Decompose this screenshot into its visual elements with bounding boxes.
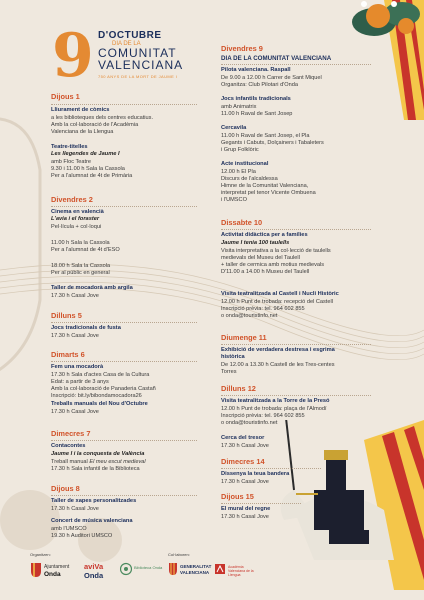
- day-heading: Dijous 8: [51, 484, 80, 493]
- event-detail: De 9.00 a 12.00 h Carrer de Sant Miquel: [221, 75, 322, 81]
- event-detail: Per al públic en general: [51, 270, 110, 276]
- dotted-divider: [221, 229, 371, 230]
- dotted-divider: [221, 468, 321, 469]
- logo-text: Acadèmia Valenciana de la Llengua: [228, 565, 254, 577]
- event-detail: Amb la col·laboració de Panaderia Castañ: [51, 386, 156, 392]
- logo-text: Ajuntament: [44, 564, 70, 570]
- dotted-divider: [221, 503, 301, 504]
- event-detail: 11.00 h Raval de Sant Josep, el Pla: [221, 133, 310, 139]
- day-heading: Dimecres 7: [51, 429, 91, 438]
- event-show-title: L'avia i el foraster: [51, 216, 100, 222]
- dotted-divider: [51, 206, 197, 207]
- event-detail: Gegants i Cabuts, Dolçainers i Tabaleters: [221, 140, 324, 146]
- event-detail: 18.00 h Sala la Cassola: [51, 263, 111, 269]
- header-dia-de-la: DIA DE LA: [112, 41, 141, 47]
- dotted-divider: [221, 64, 371, 65]
- day-heading: Dimecres 14: [221, 457, 265, 466]
- detail-italic-title: El meu escut medieval: [89, 459, 146, 465]
- event-title: Cinema en valencià: [51, 209, 104, 215]
- event-detail: i l'UMSCO: [221, 197, 247, 203]
- event-title: Jocs tradicionals de fusta: [51, 325, 121, 331]
- dotted-divider: [51, 322, 197, 323]
- event-title: Activitat didàctica per a famílies: [221, 232, 308, 238]
- header-comunitat: COMUNITAT: [98, 46, 177, 60]
- event-detail: Per a l'alumnat de 4t de Primària: [51, 173, 133, 179]
- dotted-divider: [51, 495, 197, 496]
- event-title: Dissenya la teua bandera: [221, 471, 290, 477]
- dotted-divider: [221, 344, 371, 345]
- day-heading: Dijous 1: [51, 92, 80, 101]
- event-detail: o onda@touristinfo.net: [221, 420, 278, 426]
- event-detail: 9.30 i 11.00 h Sala la Cassola: [51, 166, 125, 172]
- event-detail: Valenciana de la Llengua: [51, 129, 114, 135]
- event-detail: 17.30 h Casal Jove: [51, 506, 99, 512]
- event-title: Taller de xapes personalitzades: [51, 498, 137, 504]
- event-detail: 17.30 h Casal Jove: [51, 409, 99, 415]
- header-subtitle: 750 ANYS DE LA MORT DE JAUME I: [98, 74, 178, 79]
- biblioteca-onda-logo: [120, 562, 163, 581]
- logo-text: Onda: [44, 571, 61, 578]
- event-show-title: Les llegendes de Jaume I: [51, 151, 120, 157]
- event-title: Concert de música valenciana: [51, 518, 133, 524]
- event-detail: 17.30 h Casal Jove: [221, 443, 269, 449]
- academia-valenciana-llengua-logo: [214, 562, 254, 581]
- event-show-title: Jaume I i la conquesta de València: [51, 451, 145, 457]
- collaborators-label: Col·laboren:: [168, 552, 190, 557]
- event-detail: 17.30 h Casal Jove: [221, 479, 269, 485]
- coat-of-arms-icon: [30, 562, 42, 578]
- event-title: Teatre-titelles: [51, 144, 88, 150]
- orange-tree-illustration: [344, 0, 424, 120]
- big-nine-number: 9: [52, 21, 94, 91]
- day-heading: Dijous 15: [221, 492, 254, 501]
- event-detail: 11.00 h Sala la Cassola: [51, 240, 110, 246]
- day-heading: Dilluns 5: [51, 311, 82, 320]
- event-detail: 17.30 h Casal Jove: [51, 333, 99, 339]
- dotted-divider: [51, 440, 197, 441]
- event-detail: D'11.00 a 14.00 h Museu del Taulell: [221, 269, 310, 275]
- event-show-title: Jaume I tenia 100 taulells: [221, 240, 290, 246]
- event-detail: [51, 459, 146, 465]
- event-detail: medievals del Museu del Taulell: [221, 255, 300, 261]
- day-heading: Divendres 9: [221, 44, 263, 53]
- event-detail: i Grup Folklòric: [221, 147, 259, 153]
- event-detail: Per a l'alumnat de 4t d'ESO: [51, 247, 120, 253]
- day-special-heading: DIA DE LA COMUNITAT VALENCIANA: [221, 55, 332, 62]
- event-detail: 19.30 h Auditori UMSCO: [51, 533, 113, 539]
- event-detail: amb Animatrix: [221, 104, 257, 110]
- day-heading: Divendres 2: [51, 195, 93, 204]
- event-title: Visita teatralitzada a la Torre de la Presó: [221, 398, 330, 404]
- event-detail: 12.00 h Punt de trobada: recepció del Castell: [221, 299, 333, 305]
- event-title: Cerca del tresor: [221, 435, 265, 441]
- dotted-divider: [221, 395, 371, 396]
- event-detail: Inscripció prèvia: tel. 964 602 855: [221, 413, 305, 419]
- event-title: Jocs infantils tradicionals: [221, 96, 291, 102]
- event-detail: 17.30 h Casal Jove: [51, 293, 99, 299]
- event-detail: Pel·lícula + col·loqui: [51, 224, 102, 230]
- event-detail: Torres: [221, 369, 237, 375]
- event-detail: Organitza: Club Pilotari d'Onda: [221, 82, 298, 88]
- avl-icon: [214, 562, 226, 576]
- event-title: El mural del regne: [221, 506, 271, 512]
- event-title: Lliurament de còmics: [51, 107, 110, 113]
- event-title: Taller de mocadorà amb argila: [51, 285, 133, 291]
- event-title: Treballs manuals del Nou d'Octubre: [51, 401, 148, 407]
- day-heading: Diumenge 11: [221, 333, 267, 342]
- event-detail: Inscripció prèvia: tel. 964 602 855: [221, 306, 305, 312]
- day-heading: Dilluns 12: [221, 384, 256, 393]
- event-title: Pilota valenciana. Raspall: [221, 67, 291, 73]
- logo-text: Onda: [84, 571, 104, 580]
- event-detail: 17.30 h Sala infantil de la Biblioteca: [51, 466, 140, 472]
- logo-text: aviVa: [84, 562, 104, 571]
- event-title: Contacontes: [51, 443, 86, 449]
- event-detail: amb l'UMSCO: [51, 526, 87, 532]
- event-detail: Himne de la Comunitat Valenciana,: [221, 183, 309, 189]
- event-detail: Discurs de l'alcaldessa: [221, 176, 278, 182]
- generalitat-icon: [168, 562, 178, 576]
- header-octubre: D'OCTUBRE: [98, 30, 162, 41]
- organizers-label: Organitzen:: [30, 552, 51, 557]
- day-heading: Dimarts 6: [51, 350, 85, 359]
- logo-text: GENERALITAT: [180, 564, 212, 569]
- event-detail: o onda@touristinfo.net: [221, 313, 278, 319]
- event-title: Acte institucional: [221, 161, 269, 167]
- event-detail: 12.00 h El Pla: [221, 169, 256, 175]
- event-detail: 17.30 h Casal Jove: [221, 514, 269, 520]
- event-title: Visita teatralitzada al Castell i Nucli Històric: [221, 291, 339, 297]
- sponsors-footer: [0, 548, 424, 600]
- event-detail: + taller de cermica amb motius medievals: [221, 262, 325, 268]
- generalitat-valenciana-logo: [168, 562, 212, 581]
- event-detail: 11.00 h Raval de Sant Josep: [221, 111, 293, 117]
- logo-text: Biblioteca Onda: [134, 565, 163, 570]
- event-title: Exhibició de verdadera destresa i esgrima: [221, 347, 335, 353]
- event-title: Cercavila: [221, 125, 247, 131]
- event-detail: a les biblioteques dels centres educatius.: [51, 115, 153, 121]
- event-detail: Amb la col·laboració de l'Acadèmia: [51, 122, 139, 128]
- event-detail: 17.30 h Sala d'actes Casa de la Cultura: [51, 372, 150, 378]
- dotted-divider: [51, 361, 197, 362]
- event-header: [52, 21, 222, 91]
- ajuntament-onda-logo: [30, 562, 70, 583]
- header-valenciana: VALENCIANA: [98, 58, 184, 72]
- event-detail: Edat: a partir de 3 anys: [51, 379, 109, 385]
- event-detail: De 12.00 a 13.30 h Castell de les Tres-centes: [221, 362, 335, 368]
- library-icon: [120, 562, 132, 576]
- event-title: històrica: [221, 354, 245, 360]
- day-heading: Dissabte 10: [221, 218, 263, 227]
- logo-text: VALENCIANA: [180, 570, 210, 575]
- detail-prefix: Treball manual: [51, 459, 90, 465]
- event-detail: amb Floc Teatre: [51, 159, 92, 165]
- event-detail: Inscripció: bit.ly/bibondamocadora26: [51, 393, 142, 399]
- dotted-divider: [51, 104, 197, 105]
- event-detail: Visita interpretativa a la col·lecció de taulells: [221, 248, 331, 254]
- event-detail: interpretat pel tenor Vicente Ombuena: [221, 190, 316, 196]
- event-title: Fem una mocadorà: [51, 364, 104, 370]
- event-detail: 12.00 h Punt de trobada: plaça de l'Almodí: [221, 406, 327, 412]
